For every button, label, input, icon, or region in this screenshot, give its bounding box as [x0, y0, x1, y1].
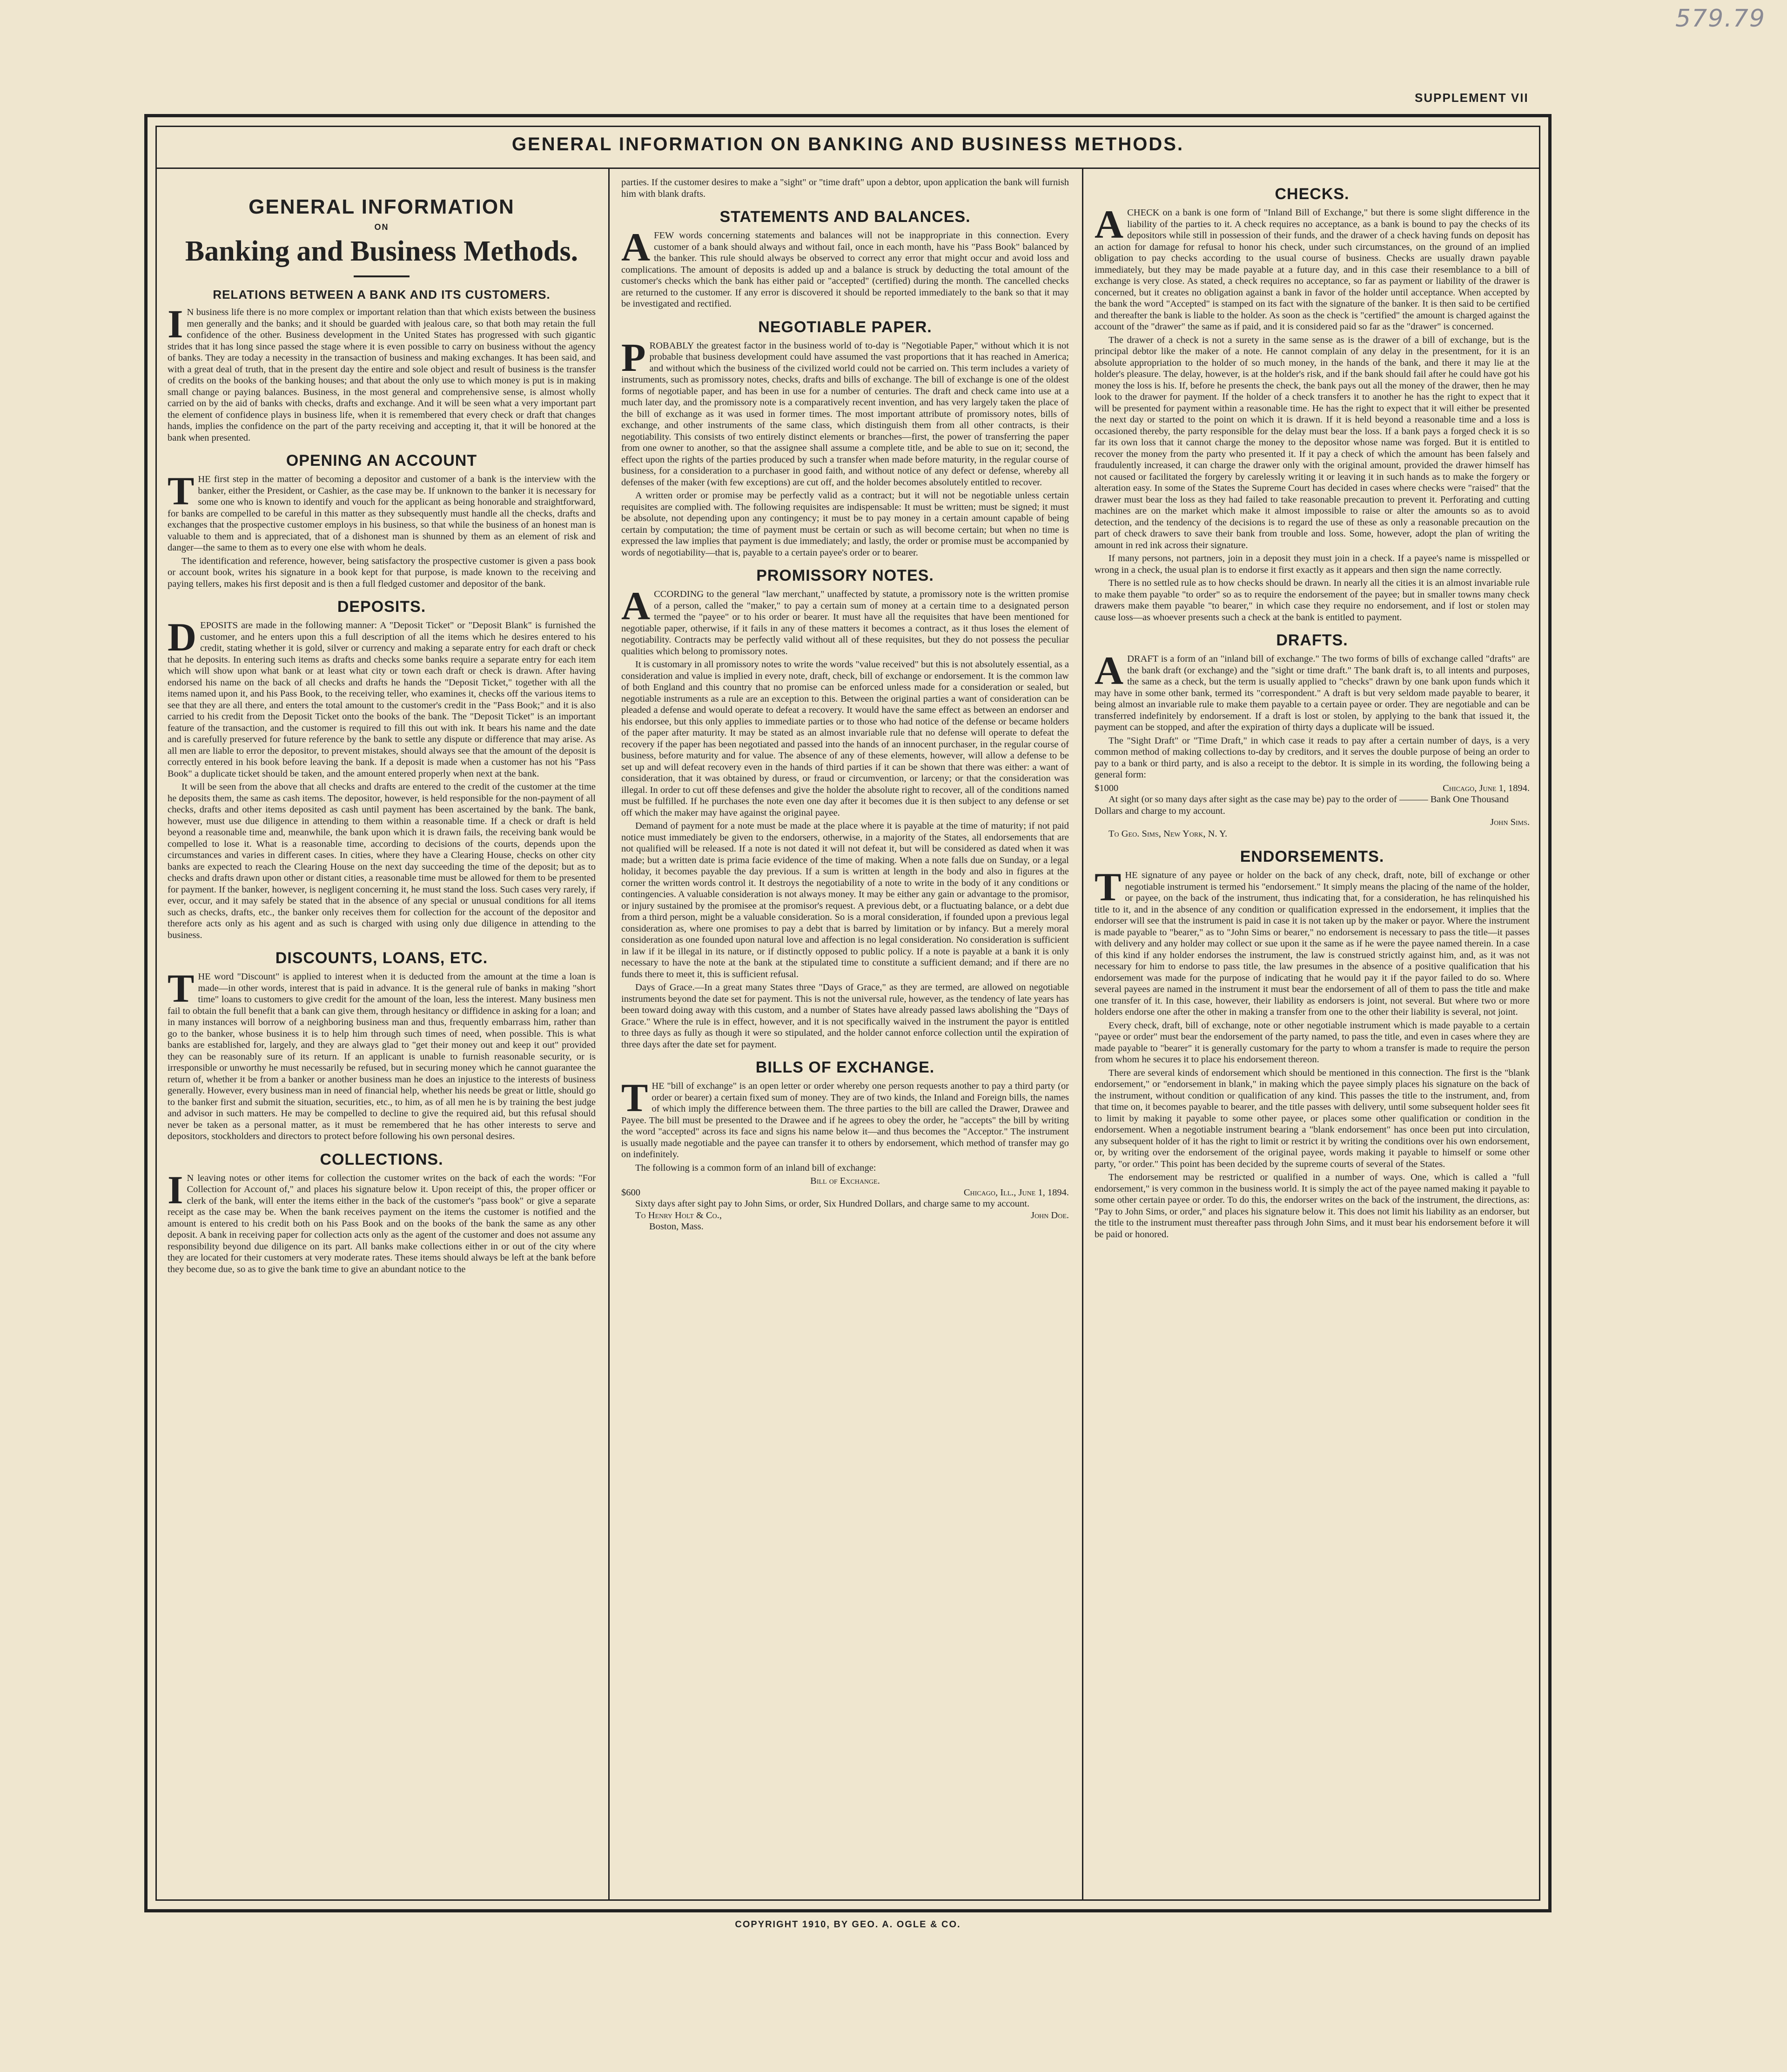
deposits-dropcap: D: [168, 615, 197, 659]
main-title-line2: Banking and Business Methods.: [185, 235, 578, 267]
draft-form-to: To Geo. Sims, New York, N. Y.: [1108, 828, 1228, 839]
main-title-line1: GENERAL INFORMATION: [249, 195, 515, 218]
draft-form-body: At sight (or so many days after sight as the case may be) pay to the order of ——— Bank One Thousand Dollars and charge to my account.: [1095, 794, 1509, 816]
bill-form-title: Bill of Exchange.: [810, 1176, 880, 1186]
endorsements-dropcap: T: [1095, 865, 1122, 909]
supplement-label: SUPPLEMENT VII: [1415, 91, 1529, 105]
endorsements-paragraph-1: HE signature of any payee or holder on the back of any check, draft, note, bill of exchange or other negotiable instrument is termed his "endorsement." It simply means the placing of the name of the holder, or payee, on the back of the instrument, thus indicating that, for a consideration, he has relinquished his title to it, and in the absence of any condition or qualification expressed in the endorsement, it implies that the endorser will see that the instrument is paid in case it is not taken up by the maker or payor. Where the instrument is made payable to "bearer," as to "John Sims or bearer," no endorsement is necessary to pass the title—it passes with delivery and any holder may collect or sue upon it the same as if he were the payee named therein. In a case of this kind if any holder endorses the instrument, the law is construed strictly against him, and, as it was not necessary for him to endorse to pass title, the law presumes in the absence of a positive qualification that his endorsement was made for the purpose of indicating that he would pay it if the payor failed to do so. Where several payees are named in the instrument it must bear the endorsement of all of them to pass the title and make one transfer of it. In this case, however, their liability as endorsers is joint, not several. But where two or more holders endorse one after the other in making a transfer from one to the other their liability is several, not joint.: [1095, 870, 1530, 1017]
checks-paragraph-4: There is no settled rule as to how checks should be drawn. In nearly all the cities it is an almost invariable rule to make them payable "to order" so as to require the endorsement of the payee; but in smaller towns many check drawers make them payable "to bearer," in which case they require no endorsement, and if lost or stolen may cause loss—as whoever presents such a check at the bank is entitled to payment.: [1095, 578, 1530, 623]
negotiable-paragraph-2: A written order or promise may be perfectly valid as a contract; but it will not be negotiable unless certain requisites are complied with. The following requisites are indispensable: It must be written; must be signed; it must be absolute, not depending upon any contingency; it must be to pay money in a certain amount capable of being certain by computation; the time of payment must be certain or such as will become certain; but when no time is expressed the law implies that payment is due immediately; and lastly, the order or promise must be accompanied by words of negotiability—that is, payable to a certain payee's order or to bearer.: [621, 490, 1069, 558]
promissory-paragraph-1: CCORDING to the general "law merchant," unaffected by statute, a promissory note is the written promise of a person, called the "maker," to pay a certain sum of money at a certain time to a designated person termed the "payee" or to his order or bearer. It must have all the requisites that have been mentioned for negotiable paper, otherwise, if it fails in any of these matters it becomes a contract, as it thus loses the element of negotiability. Contracts may be perfectly valid without all of these requisites, but they do not possess the peculiar qualities which belong to promissory notes.: [621, 589, 1069, 657]
drafts-paragraph-1: DRAFT is a form of an "inland bill of exchange." The two forms of bills of exchange called "drafts" are the bank draft (or exchange) and the "sight or time draft." The bank draft is, to all intents and purposes, the same as a check, but the term is usually applied to "checks" drawn by one bank upon funds which it may have in some other bank, termed its "correspondent." A draft is but very seldom made payable to bearer, it being almost an invariable rule to make them payable to a certain payee or order. They are negotiable and can be transferred indefinitely by endorsement. If a draft is lost or stolen, by applying to the bank that issued it, the payment can be stopped, and after the expiration of thirty days a duplicate will be issued.: [1095, 654, 1530, 732]
deposits-heading: DEPOSITS.: [337, 598, 426, 616]
column-3: [1095, 177, 1530, 1889]
column-2: [621, 177, 1069, 1889]
endorsements-paragraph-2: Every check, draft, bill of exchange, note or other negotiable instrument which is made payable to a certain "payee or order" must bear the endorsement of the party named, to pass the title, and even in cases where they are made payable to "bearer" it is generally customary for the party to whom a transfer is made to require the person from whom he secures it to place his endorsement thereon.: [1095, 1020, 1530, 1065]
drafts-heading: DRAFTS.: [1276, 631, 1348, 649]
opening-heading: OPENING AN ACCOUNT: [286, 452, 477, 469]
collections-paragraph: N leaving notes or other items for collection the customer writes on the back of each the words: "For Collection for Account of," and places his signature below it. Upon receipt of this, the proper officer or clerk of the bank, will enter the items either in the back of the customer's "pass book" or give a separate receipt as the case may be. When the bank receives payment on the items the customer is notified and the amount is entered to his credit both on his Pass Book and on the books of the bank the same as any other deposit. A bank in receiving paper for collection acts only as the agent of the customer and does not assume any responsibility beyond due diligence on its part. All banks make collections either in or out of the city where they are located for their customers at very moderate rates. These items should always be left at the bank before they become due, so as to give the bank time to give an abundant notice to the: [168, 1173, 596, 1274]
opening-paragraph-1: HE first step in the matter of becoming a depositor and customer of a bank is the interview with the banker, either the President, or Cashier, as the case may be. If unknown to the banker it is necessary for some one who is known to identify and vouch for the applicant as being honorable and straightforward, for banks are compelled to be careful in this matter as they subsequently must handle all the checks, drafts and exchanges that the prospective customer employs in his business, so that while the business of an honest man is valuable to them and is appreciated, that of a dishonest man is shunned by them as an element of risk and danger—the same to them as to every one else with whom he deals.: [168, 474, 596, 553]
discounts-dropcap: T: [168, 966, 195, 1011]
collections-dropcap: I: [168, 1167, 183, 1212]
discounts-heading: DISCOUNTS, LOANS, ETC.: [275, 949, 488, 967]
statements-dropcap: A: [621, 225, 651, 269]
statements-paragraph: FEW words concerning statements and balances will not be inappropriate in this connection. Every customer of a bank should always and without fail, once in each month, have his "Pass Book" balanced by the banker. This rule should always be observed to correct any error that might occur and avoid loss and complications. The amount of deposits is added up and a balance is struck by deducting the total amount of the customer's checks which the bank has either paid or "accepted" (certified) during the month. The cancelled checks are returned to the customer. If any error is discovered it should be reported immediately to the bank so that it may be investigated and rectified.: [621, 230, 1069, 309]
collections-continued: parties. If the customer desires to make a "sight" or "time draft" upon a debtor, upon application the bank will furnish him with blank drafts.: [621, 177, 1069, 199]
draft-form: [1095, 783, 1530, 840]
negotiable-heading: NEGOTIABLE PAPER.: [758, 318, 932, 336]
title-rule: [354, 275, 410, 277]
promissory-heading: PROMISSORY NOTES.: [756, 567, 934, 584]
checks-paragraph-3: If many persons, not partners, join in a deposit they must join in a check. If a payee's name is misspelled or wrong in a check, the usual plan is to endorse it first exactly as it appears and then sign the name correctly.: [1095, 553, 1530, 575]
drafts-dropcap: A: [1095, 648, 1124, 693]
statements-heading: STATEMENTS AND BALANCES.: [719, 208, 971, 226]
endorsements-paragraph-4: The endorsement may be restricted or qualified in a number of ways. One, which is called a "full endorsement," is very common in the business world. It is simply the act of the payee named making it payable to some other certain payee or order. To do this, the endorser writes on the back of the instrument, the directions, as: "Pay to John Sims, or order," and places his signature below it. This does not limit his liability as an endorser, but the title to the instrument must thereafter pass through John Sims, and it must bear his endorsement before it will be paid or honored.: [1095, 1172, 1530, 1240]
draft-form-signature: John Sims.: [1490, 817, 1530, 827]
bill-form-amount: $600: [621, 1187, 640, 1198]
pencil-note: 579.79: [1675, 5, 1766, 33]
draft-form-amount: $1000: [1095, 783, 1119, 793]
endorsements-heading: ENDORSEMENTS.: [1240, 848, 1384, 865]
deposits-paragraph-2: It will be seen from the above that all checks and drafts are entered to the credit of the customer at the time he deposits them, the same as cash items. The depositor, however, is held responsible for the non-payment of all checks, drafts and other items deposited as cash until payment has been ascertained by the bank. The bank, however, must use due diligence in attending to them within a reasonable time. If a check or draft is held beyond a reasonable time and, meanwhile, the bank upon which it is drawn fails, the receiving bank would be compelled to lose it. What is a reasonable time, according to decisions of the courts, depends upon the circumstances and varies in different cases. In cities, where they have a Clearing House, checks on other city banks are expected to reach the Clearing House on the next day succeeding the time of the deposit; but as to checks and drafts drawn upon other or distant cities, a reasonable time must be allowed for them to be presented for payment. If the banker, however, is negligent concerning it, he must stand the loss. Such cases very rarely, if ever, occur, and it may safely be stated that in the absence of any special or unusual conditions for all items such as checks, drafts, etc., the banker only receives them for collection for the account of the depositor and therefore acts only as his agent and as such is charged with using only due diligence in attending to the business.: [168, 782, 596, 940]
endorsements-paragraph-3: There are several kinds of endorsement which should be mentioned in this connection. The first is the "blank endorsement," or "endorsement in blank," in making which the payee simply places his signature on the back of the instrument, without condition or qualification of any kind. This passes the title to the instrument, and, from that time on, it becomes payable to bearer, and the title passes with delivery, until some subsequent holder sees fit to limit by making it payable to some other payee, or places some other qualification or condition in the endorsement. When a negotiable instrument bearing a "blank endorsement" has once been put into circulation, any subsequent holder of it has the right to limit or restrict it by writing the conditions over his own endorsement, or, by writing over the endorsement of the original payee, words making it payable to himself or some other party, "or order." This point has been decided by the supreme courts of several of the States.: [1095, 1067, 1530, 1169]
opening-dropcap: T: [168, 469, 195, 513]
checks-heading: CHECKS.: [1275, 185, 1350, 203]
checks-paragraph-2: The drawer of a check is not a surety in the same sense as is the drawer of a bill of exchange, but is the principal debtor like the maker of a note. He cannot complain of any delay in the presentment, for it is an absolute appropriation to the holder of so much money, in the hands of the bank, and there it may lie at the holder's pleasure. The delay, however, is at the holder's risk, and if the bank should fail after he could have got his money the loss is his. If, before he presents the check, the bank pays out all the money of the drawer, then he may look to the drawer for payment. If the holder of a check transfers it to another he has the right to expect that it will be presented for payment within a reasonable time. He has the right to expect that it will either be presented the next day or started to the point on which it is drawn. If it is held beyond a reasonable time and a loss is occasioned thereby, the party responsible for the delay must bear the loss. If a bank pays a forged check it is so far its own loss that it cannot charge the money to the depositor whose name was forged. But it is entitled to recover the money from the party who presented it. If it pay a check of which the amount has been falsely and fraudulently increased, it can charge the drawer only with the original amount, provided the drawer himself has not caused or facilitated the forgery by carelessly writing it or leaving it in such hands as to make the forgery or alteration easy. In some of the States the Supreme Court has decided in cases where checks were "raised" that the drawer must bear the loss as they had failed to take reasonable precaution to prevent it. Perforating and cutting machines are on the market which make it almost impossible to raise or alter the amounts so as to avoid detection, and the tendency of the decisions is to regard the use of these as only a reasonable precaution on the part of check drawers to save their bank from trouble and loss. Some, however, adopt the plan of writing the amount in red ink across their signature.: [1095, 335, 1530, 550]
bills-heading: BILLS OF EXCHANGE.: [755, 1059, 935, 1076]
relations-paragraph: N business life there is no more complex or important relation than that which exists between the business men generally and the banks; and it should be guarded with jealous care, so that both may retain the full confidence of the other. Business development in the United States has progressed with such gigantic strides that it has long since passed the stage where it is even possible to carry on business without the agency of banks. They are today a necessity in the transaction of business and making exchanges. It has been said, and with a great deal of truth, that in the present day the entire and sole object and result of business is the transfer of credits on the books of the banking houses; and that about the only use to which money is put is in making small change or paying balances. Business, in the most general and comprehensive sense, is almost wholly carried on by the aid of banks with checks, drafts and exchange. And it will be seen what a very important part the element of confidence plays in business life, when it is remembered that every check or draft that changes hands, implies the confidence on the part of the party receiving and accepting it, that it will be honored at the bank when presented.: [168, 307, 596, 443]
promissory-paragraph-3: Demand of payment for a note must be made at the place where it is payable at the time of maturity; if not paid notice must immediately be given to the endorsers, otherwise, in a majority of the States, all endorsements that are not qualified will be released. If a note is not dated it will not defeat it, but will be considered as dated when it was made; but a written date is prima facie evidence of the time of making. When a note falls due on Sunday, or a legal holiday, it becomes payable the day previous. If a sum is written at length in the body and also in figures at the corner the written words control it. It destroys the negotiability of a note to write in the body of it any conditions or contingencies. A valuable consideration is not always money. It may be either any gain or advantage to the promisor, or injury sustained by the promisee at the promisor's request. A previous debt, or a fluctuating balance, or a debt due from a third person, might be a valuable consideration. So is a moral consideration, if founded upon a previous legal consideration as, where one promises to pay a debt that is barred by limitation or by infancy. But a merely moral consideration as one founded upon natural love and affection is no legal consideration. No consideration is sufficient in law if it be illegal in its nature, or if distinctly opposed to public policy. If a note is payable at a bank it is only necessary to have the note at the bank at the stipulated time to constitute a sufficient demand; and if there are no funds there to meet it, this is sufficient refusal.: [621, 821, 1069, 979]
column-divider-2: [1082, 168, 1083, 1900]
promissory-paragraph-2: It is customary in all promissory notes to write the words "value received" but this is not absolutely essential, as a consideration and value is implied in every note, draft, check, bill of exchange or endorsement. It is the common law of both England and this country that no promise can be enforced unless made for a consideration or sealed, but negotiable instruments as a rule are an exception to this. Between the original parties a want of consideration can be pleaded a defense and would operate to defeat a recovery. It would have the same effect as between an endorser and his endorsee, but this only applies to immediate parties or to those who had notice of the defense or became holders of the paper after maturity. It may be stated as an almost invariable rule that no defense will operate to defeat the recovery if the paper has been negotiated and passed into the hands of an innocent purchaser, in the regular course of business, before maturity and for value. The absence of any of these elements, however, will allow a defense to be set up and will defeat recovery even in the hands of third parties if it can be shown that there was either: a want of consideration, that it was obtained by duress, or fraud or circumvention, or larceny; or that the consideration was illegal. In order to cut off these defenses and give the holder the absolute right to recover, all of the conditions named must be fulfilled. If he purchases the note even one day after it becomes due it is then subject to any defense or set off which the maker may have against the original payee.: [621, 659, 1069, 818]
relations-dropcap: I: [168, 302, 183, 346]
negotiable-paragraph-1: ROBABLY the greatest factor in the business world of to-day is "Negotiable Paper," without which it is not probable that business development could have assumed the vast proportions that it has reached in America; and without which the business of the civilized world could not be carried on. This term includes a variety of instruments, such as promissory notes, checks, drafts and bills of exchange. The bill of exchange is one of the oldest forms of negotiable paper, and has been in use for a number of centuries. The draft and check came into use at a much later day, and the promissory note is a comparatively recent invention, and has very largely taken the place of the bill of exchange as it was used in former times. The most important attribute of promissory notes, bills of exchange, and other instruments of the same class, which distinguish them from all other contracts, is their negotiability. This consists of two entirely distinct elements or branches—first, the power of transferring the paper from one owner to another, so that the assignee shall assume a complete title, and be able to sue on it; second, the effect upon the rights of the parties produced by such a transfer when made before maturity, in the regular course of business, for a consideration to a purchaser in good faith, and without notice of any defect or defense, whereby all defenses of the maker (with few exceptions) are cut off, and the holder becomes absolutely entitled to recover.: [621, 340, 1069, 488]
bill-form: [621, 1175, 1069, 1233]
draft-form-date: Chicago, June 1, 1894.: [1443, 783, 1530, 793]
page-header: GENERAL INFORMATION ON BANKING AND BUSINESS METHODS.: [511, 134, 1184, 154]
copyright-footer: COPYRIGHT 1910, BY GEO. A. OGLE & CO.: [735, 1919, 961, 1930]
column-divider-1: [608, 168, 610, 1900]
bill-form-date: Chicago, Ill., June 1, 1894.: [963, 1187, 1069, 1198]
collections-heading: COLLECTIONS.: [320, 1150, 443, 1168]
relations-heading: RELATIONS BETWEEN A BANK AND ITS CUSTOMERS.: [213, 288, 551, 302]
bills-paragraph-1: HE "bill of exchange" is an open letter or order whereby one person requests another to pay a third party (or order or bearer) a certain fixed sum of money. They are of two kinds, the Inland and Foreign bills, the names of which imply the difference between them. The three parties to the bill are called the Drawer, Drawee and Payee. The bill must be presented to the Drawee and if he agrees to obey the order, he "accepts" the bill by writing the word "accepted" across its face and signs his name below it—and thus becomes the "Acceptor." The instrument is usually made negotiable and the payee can transfer it to others by endorsement, which method of transfer may go on indefinitely.: [621, 1081, 1069, 1160]
promissory-paragraph-4: Days of Grace.—In a great many States three "Days of Grace," as they are termed, are allowed on negotiable instruments beyond the date set for payment. This is not the universal rule, however, as the tendency of late years has been toward doing away with this custom, and a number of States have already passed laws abolishing the "Days of Grace." Where the rule is in effect, however, and it is not specifically waived in the instrument the payor is entitled to three days as fully as though it were so stipulated, and the holder cannot enforce collection until the expiration of three days after the date set for payment.: [621, 982, 1069, 1050]
deposits-paragraph-1: EPOSITS are made in the following manner: A "Deposit Ticket" or "Deposit Blank" is furnished the customer, and he enters upon this a full description of all the items which he desires entered to his credit, stating whether it is gold, silver or currency and making a separate entry for each draft or check that he deposits. In entering such items as drafts and checks some banks require a separate entry for each item which will show upon what bank or at least what city or town each draft or check is drawn. After having endorsed his name on the back of all checks and drafts he hands the "Deposit Ticket," together with all the items named upon it, and his Pass Book, to the receiving teller, who examines it, checks off the various items to see that they are all there, and enters the total amount to the customer's credit in the "Pass Book;" and it is also carried to his credit from the Deposit Ticket onto the books of the bank. The "Deposit Ticket" is an important feature of the transaction, and the customer is required to fill this out with ink. It bears his name and the date and is carefully preserved for future reference by the bank to settle any dispute or difference that may arise. As all men are liable to error the depositor, to prevent mistakes, should always see that the amount of the deposit is correctly entered in his book before leaving the bank. If a deposit is made when a customer has not his "Pass Book" a duplicate ticket should be taken, and the amount entered properly when next at the bank.: [168, 620, 596, 779]
main-title-on: ON: [374, 222, 389, 232]
discounts-paragraph: HE word "Discount" is applied to interest when it is deducted from the amount at the time a loan is made—in other words, interest that is paid in advance. It is the general rule of banks in making "short time" loans to customers to give credit for the amount of the loan, less the interest. Many business men fail to obtain the full benefit that a bank can give them, through hesitancy or diffidence in asking for a loan; and in many instances will borrow of a neighboring business man and thus, frequently embarrass him, rather than go to the banker, whose business it is to help him through such times of need, when possible. This is what banks are established for, largely, and they are always glad to "get their money out and keep it out" provided they can be reasonably sure of its return. If an applicant is unable to furnish reasonable security, or is irresponsible or unworthy he must necessarily be refused, but in securing money which he cannot guarantee the return of, whether it be from a banker or another business man he does an injustice to the interests of business generally. However, every business man in need of financial help, whether his needs be great or little, should go to the banker first and submit the situation, securities, etc., to him, as of all men he is by training the best judge and advisor in such matters. He may be compelled to decline to give the required aid, but this refusal should never be taken as a personal matter, as it must be remembered that he has other interests to serve and depositors, stockholders and directors to protect before following his own personal desires.: [168, 972, 596, 1141]
bill-form-body: Sixty days after sight pay to John Sims, or order, Six Hundred Dollars, and charge same to my account.: [635, 1199, 1030, 1209]
bills-dropcap: T: [621, 1075, 648, 1120]
opening-paragraph-2: The identification and reference, however, being satisfactory the prospective customer is given a pass book or account book, writes his signature in a book kept for that purpose, is made known to the receiving and paying tellers, makes his first deposit and is then a full fledged customer and depositor of the bank.: [168, 556, 596, 589]
header-rule: [157, 168, 1539, 169]
promissory-dropcap: A: [621, 583, 651, 628]
checks-paragraph-1: CHECK on a bank is one form of "Inland Bill of Exchange," but there is some slight difference in the liability of the parties to it. A check requires no acceptance, as a bank is bound to pay the checks of its depositors while still in possession of their funds, and the drawer of a check having funds on deposit has an action for damage for refusal to honor his check, under such circumstances, on the ground of an implied obligation to pay checks according to the usual course of business. Checks are usually drawn payable immediately, but they may be made payable at a future day, and in this case their resemblance to a bill of exchange is very close. As stated, a check requires no acceptance, so far as payment or liability of the drawer is concerned, but it creates no obligation against a bank in favor of the holder until acceptance. When accepted by the bank the word "Accepted" is stamped on its fact with the signature of the banker. It is then said to be certified and thereafter the bank is liable to the holder. As soon as the check is "certified" the amount is charged against the account of the "drawer" the same as if paid, and it is considered paid so far as the "drawer" is concerned.: [1095, 208, 1530, 332]
checks-dropcap: A: [1095, 202, 1124, 247]
bill-form-place: Boston, Mass.: [649, 1221, 704, 1232]
bills-paragraph-2: The following is a common form of an inland bill of exchange:: [635, 1162, 876, 1173]
column-1: [168, 177, 596, 1889]
negotiable-dropcap: P: [621, 335, 646, 380]
bill-form-signature: John Doe.: [1030, 1210, 1069, 1220]
drafts-paragraph-2: The "Sight Draft" or "Time Draft," in which case it reads to pay after a certain number of days, is a very common method of making collections to-day by creditors, and it serves the double purpose of being an order to pay to a bank or third party, and is also a receipt to the debtor. It is simple in its wording, the following being a general form:: [1095, 735, 1530, 780]
bill-form-to: To Henry Holt & Co.,: [635, 1210, 722, 1220]
